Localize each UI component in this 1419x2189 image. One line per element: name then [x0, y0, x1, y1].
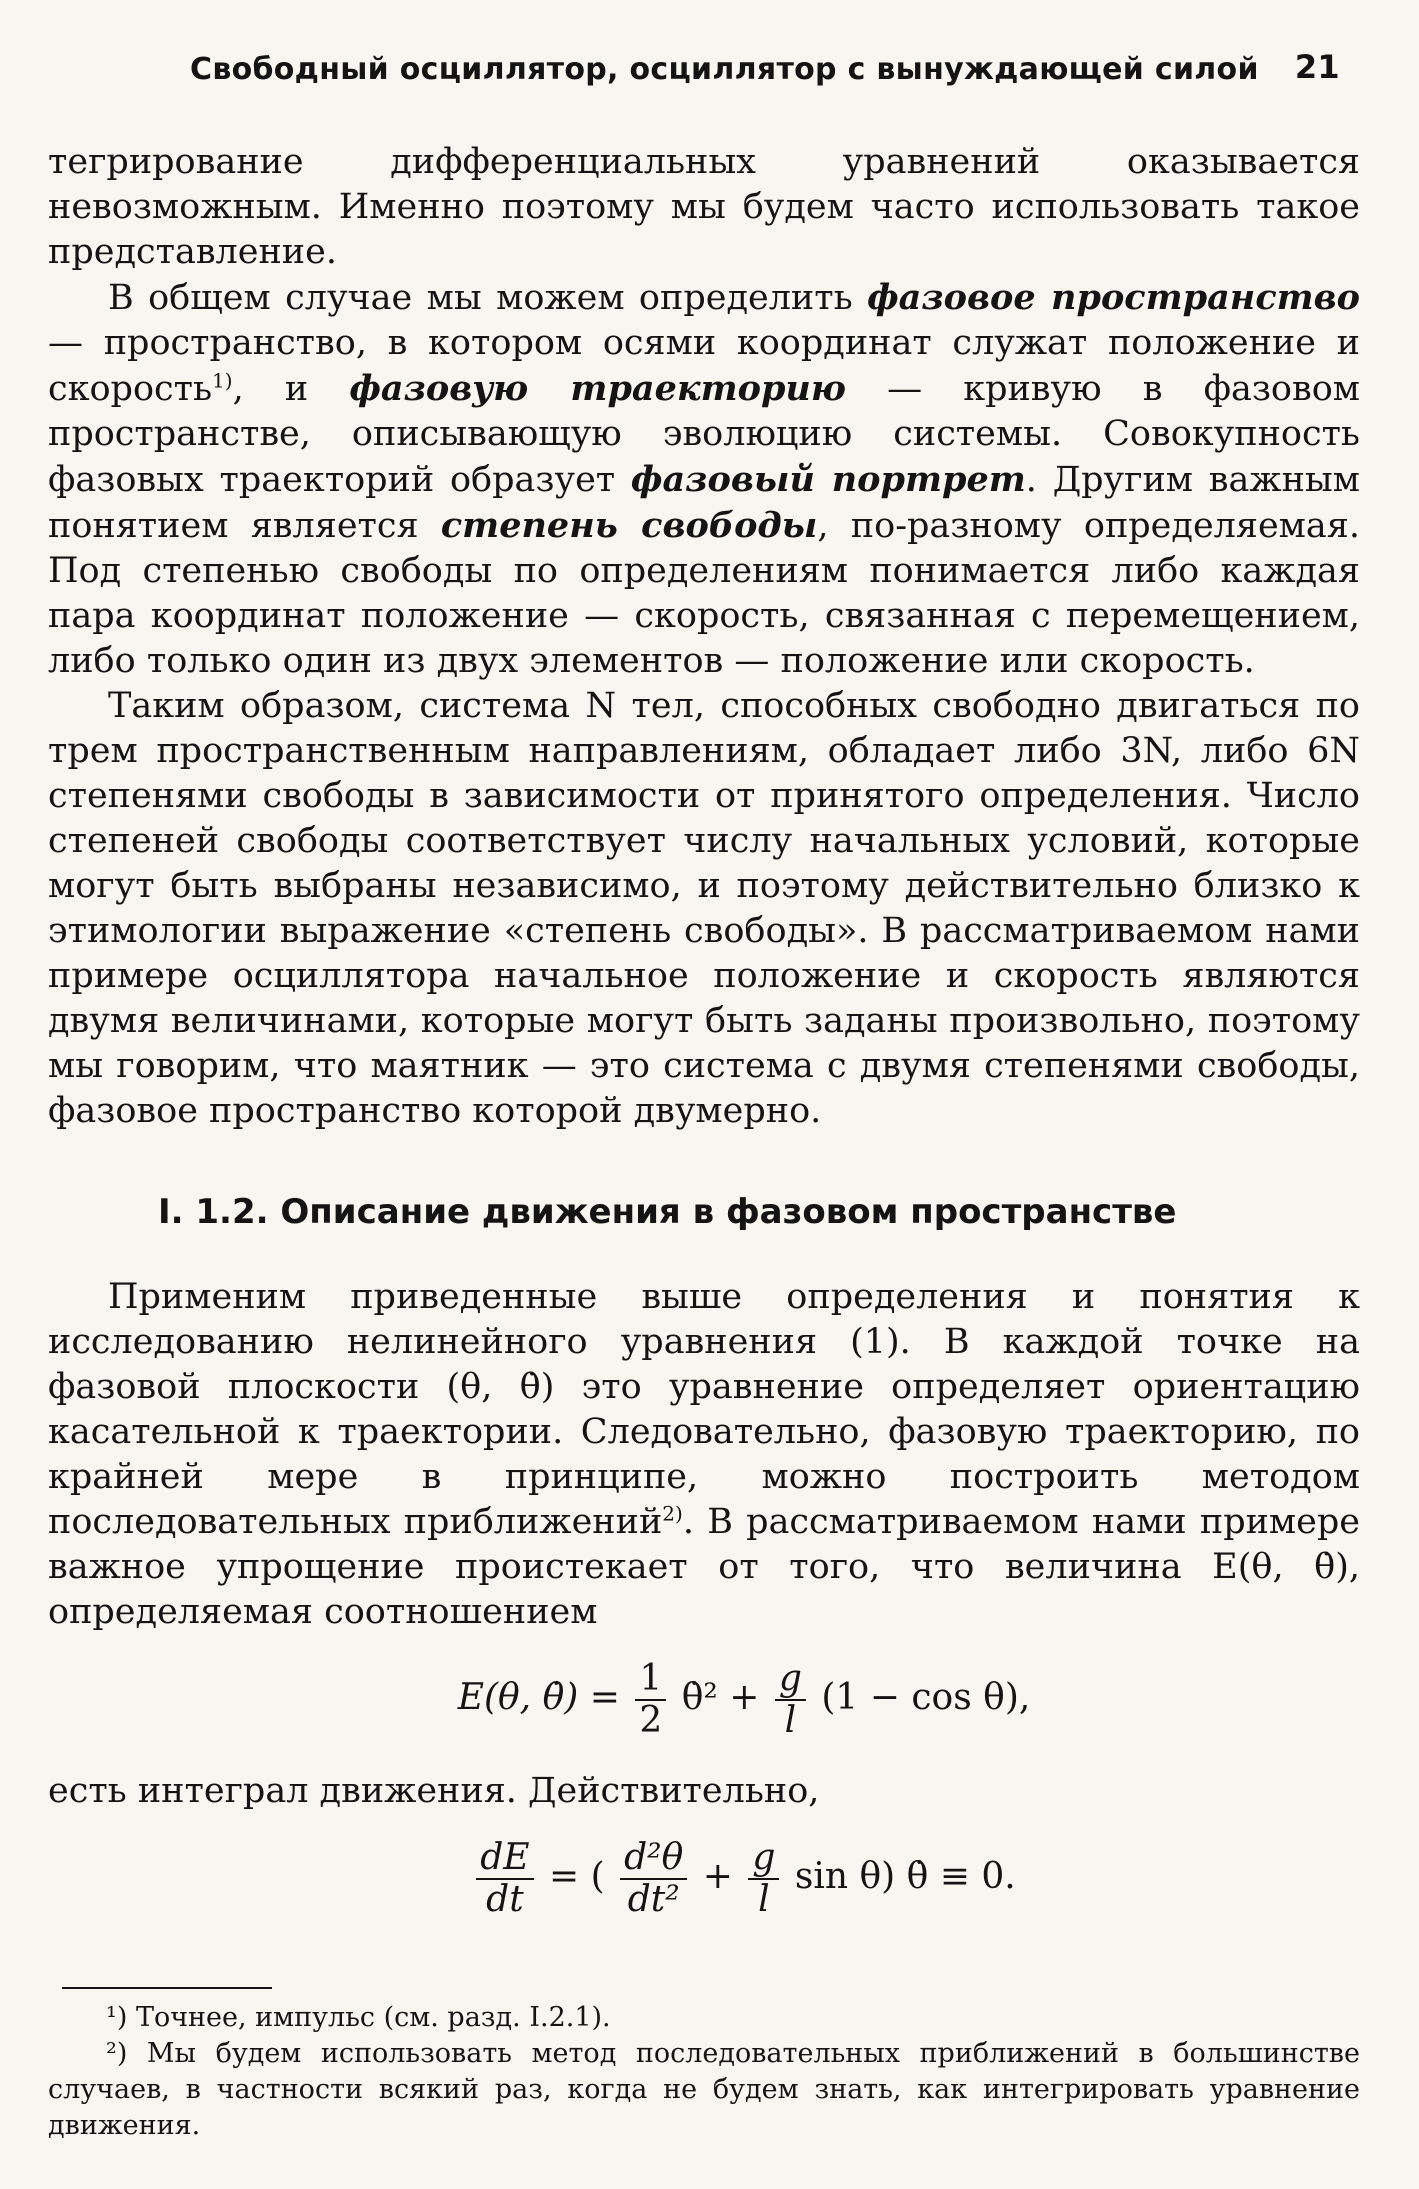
paragraph-4 [48, 1275, 1360, 1635]
p2-text-f: , по-разному определяемая. Под степенью свободы по определениям понимается либо каждая пара координат положение — скорость, связанная с перемещением, либо только один из двух элементов — положение или скорость. [48, 506, 1360, 681]
eq2-fraction-g-l [748, 1838, 779, 1920]
footnote-2: ²) Мы будем использовать метод последовательных приближений в большинстве случаев, в частности всякий раз, когда не будем знать, как интегрировать уравнение движения. [48, 2038, 1360, 2141]
eq1-rhs: (1 − cos θ), [821, 1677, 1031, 1718]
p2-text-b: — пространство, в котором осями координат служат положение и скорость [48, 323, 1360, 409]
eq2-fraction-dE-dt [476, 1838, 533, 1920]
eq2-f2-num: d²θ [620, 1838, 687, 1880]
section-heading: I. 1.2. Описание движения в фазовом пространстве [158, 1192, 1177, 1232]
paragraph-5: есть интеграл движения. Действительно, [48, 1771, 820, 1811]
footnote-divider [62, 1987, 272, 1989]
eq1-f1-num: 1 [635, 1659, 666, 1701]
p2-text-c: , и [232, 369, 350, 409]
footnote-ref-2[interactable]: 2) [662, 1501, 683, 1526]
eq2-f2-den: dt² [627, 1879, 680, 1920]
eq2-f1-den: dt [486, 1879, 524, 1920]
eq2-f3-num: g [748, 1838, 779, 1880]
paragraph-2 [48, 275, 1360, 684]
equation-energy [128, 1659, 1360, 1741]
p2-text-d: — кривую в фазовом пространстве, описывающую эволюцию системы. Совокупность фазовых траекторий образует [48, 369, 1360, 500]
term-phase-trajectory: фазовую траекторию [349, 368, 846, 409]
p2-text-a: В общем случае мы можем определить [108, 278, 868, 318]
eq2-plus: + [702, 1856, 733, 1897]
eq1-f2-den: l [784, 1700, 797, 1741]
eq1-f1-den: 2 [639, 1700, 663, 1741]
p4-text-b: . В рассматриваемом нами примере важное упрощение проистекает от того, что величина E(θ, θ̇), определяемая соотношением [48, 1502, 1360, 1632]
term-phase-space: фазовое пространство [867, 277, 1360, 318]
eq2-open: = ( [549, 1856, 605, 1897]
eq1-fraction-half [635, 1659, 666, 1741]
term-phase-portrait: фазовый портрет [630, 459, 1026, 500]
eq1-fraction-g-l [775, 1659, 806, 1741]
header-title: Свободный осциллятор, осциллятор с вынуждающей силой [190, 52, 1259, 87]
p2-text-e: . Другим важным понятием является [48, 460, 1360, 546]
paragraph-3: Таким образом, система N тел, способных свободно двигаться по трем пространственным направлениям, обладает либо 3N, либо 6N степенями свободы в зависимости от принятого определения. Число степеней свободы соответствует числу начальных условий, которые могут быть выбраны независимо, и поэтому действительно близко к этимологии выражение «степень свободы». В рассматриваемом нами примере осциллятора начальное положение и скорость являются двумя величинами, которые могут быть заданы произвольно, поэтому мы говорим, что маятник — это система с двумя степенями свободы, фазовое пространство которой двумерно. [48, 686, 1360, 1131]
eq1-mid: θ̇² + [681, 1677, 760, 1718]
paragraph-1: тегрирование дифференциальных уравнений оказывается невозможным. Именно поэтому мы будем часто использовать такое представление. [48, 142, 1360, 272]
p4-text-a: Применим приведенные выше определения и понятия к исследованию нелинейного уравнения (1). В каждой точке на фазовой плоскости (θ, θ̇) это уравнение определяет ориентацию касательной к траектории. Следовательно, фазовую траекторию, по крайней мере в принципе, можно построить методом последовательных приближений [48, 1277, 1360, 1542]
eq1-lhs: E(θ, θ̇) = [457, 1677, 620, 1718]
eq2-f3-den: l [758, 1879, 770, 1920]
footnote-ref-1[interactable]: 1) [212, 368, 233, 393]
page-number: 21 [1294, 48, 1340, 86]
eq2-fraction-d2theta [620, 1838, 687, 1920]
main-text [48, 140, 1360, 1948]
equation-derivative [128, 1838, 1360, 1920]
footnotes [48, 2000, 1360, 2144]
running-header [190, 48, 1340, 87]
eq2-f1-num: dE [476, 1838, 533, 1880]
eq1-f2-num: g [775, 1659, 806, 1701]
eq2-rhs: sin θ) θ̇ ≡ 0. [794, 1856, 1016, 1897]
footnote-1: ¹) Точнее, импульс (см. разд. I.2.1). [106, 2002, 611, 2033]
term-degree-of-freedom: степень свободы [440, 505, 818, 546]
